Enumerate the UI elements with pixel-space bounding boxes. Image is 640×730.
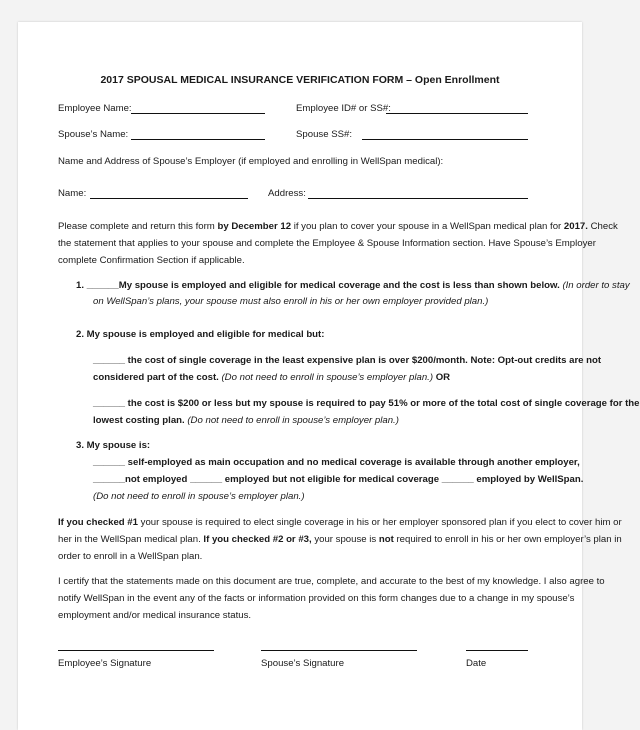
instructions-line-1: Please complete and return this form by December 12 if you plan to cover your spouse in a WellSpan medical plan for 2017. Check (58, 221, 618, 232)
instructions-line-3: complete Confirmation Section if applicable. (58, 255, 245, 266)
date-label: Date (466, 658, 487, 669)
option-3a: ______ self-employed as main occupation and no medical coverage is available through another employer, (93, 457, 580, 468)
option-3-heading: 3. My spouse is: (76, 440, 151, 451)
employee-signature-field[interactable] (58, 650, 214, 651)
option-3c-checkbox[interactable]: ______ (190, 474, 223, 485)
form-page (18, 22, 640, 730)
spouse-name-field[interactable] (131, 139, 265, 140)
option-1-note: on WellSpan’s plans, your spouse must also enroll in his or her own employer provided plan.) (93, 296, 489, 307)
form-title: 2017 SPOUSAL MEDICAL INSURANCE VERIFICATION FORM – Open Enrollment (100, 74, 500, 86)
employer-address-label: Address: (268, 188, 306, 199)
certify-line-2: notify WellSpan in the event any of the facts or information provided on this form changes due to a change in my spouse’s (58, 593, 575, 604)
option-3b: ______not employed ______ employed but not eligible for medical coverage ______ employed by WellSpan. (93, 474, 584, 485)
option-1: 1. ______My spouse is employed and eligible for medical coverage and the cost is less than shown below. (In order to stay (76, 280, 630, 291)
spouse-name-label: Spouse’s Name: (58, 129, 129, 140)
date-field[interactable] (466, 650, 528, 651)
option-3a-checkbox[interactable]: ______ (93, 457, 126, 468)
spouse-signature-field[interactable] (261, 650, 417, 651)
spouse-signature-label: Spouse’s Signature (261, 658, 345, 669)
option-2a-checkbox[interactable]: ______ (93, 355, 126, 366)
option-2b-cont: lowest costing plan. (Do not need to enroll in spouse’s employer plan.) (93, 415, 399, 426)
employee-signature-label: Employee’s Signature (58, 658, 152, 669)
employer-intro: Name and Address of Spouse’s Employer (if employed and enrolling in WellSpan medical): (58, 156, 444, 167)
employee-id-label: Employee ID# or SS#: (296, 103, 391, 114)
certify-line-1: I certify that the statements made on this document are true, complete, and accurate to the best of my knowledge. I also agree to (58, 576, 605, 587)
option-2b-checkbox[interactable]: ______ (93, 398, 126, 409)
employer-name-field[interactable] (90, 198, 248, 199)
instructions-line-2: the statement that applies to your spouse and complete the Employee & Spouse Information section. Have Spouse’s Employer (58, 238, 596, 249)
option-2a: ______ the cost of single coverage in the least expensive plan is over $200/month. Note: Opt-out credits are not (93, 355, 602, 366)
option-2b: ______ the cost is $200 or less but my spouse is required to pay 51% or more of the total cost of single coverage for the (93, 398, 640, 409)
employee-name-field[interactable] (131, 113, 265, 114)
employer-name-label: Name: (58, 188, 87, 199)
certify-line-3: employment and/or medical insurance status. (58, 610, 252, 621)
option-2a-cont: considered part of the cost. (Do not need to enroll in spouse’s employer plan.) OR (93, 372, 451, 383)
checked-line-3: order to enroll in a WellSpan plan. (58, 551, 203, 562)
option-3-note: (Do not need to enroll in spouse’s employer plan.) (93, 491, 305, 502)
checked-line-2: her in the WellSpan medical plan. If you checked #2 or #3, your spouse is not required to enroll in his or her own employer’s plan in (58, 534, 622, 545)
option-1-checkbox[interactable]: ______ (86, 280, 119, 291)
spouse-ss-label: Spouse SS#: (296, 129, 353, 140)
checked-line-1: If you checked #1 your spouse is required to elect single coverage in his or her employer sponsored plan if you elect to cover him or (58, 517, 622, 528)
spouse-ss-field[interactable] (362, 139, 528, 140)
option-3d-checkbox[interactable]: ______ (441, 474, 474, 485)
option-2-heading: 2. My spouse is employed and eligible for medical but: (76, 329, 325, 340)
employee-name-label: Employee Name: (58, 103, 132, 114)
employer-address-field[interactable] (308, 198, 528, 199)
employee-id-field[interactable] (386, 113, 528, 114)
option-3b-checkbox[interactable]: ______ (93, 474, 126, 485)
